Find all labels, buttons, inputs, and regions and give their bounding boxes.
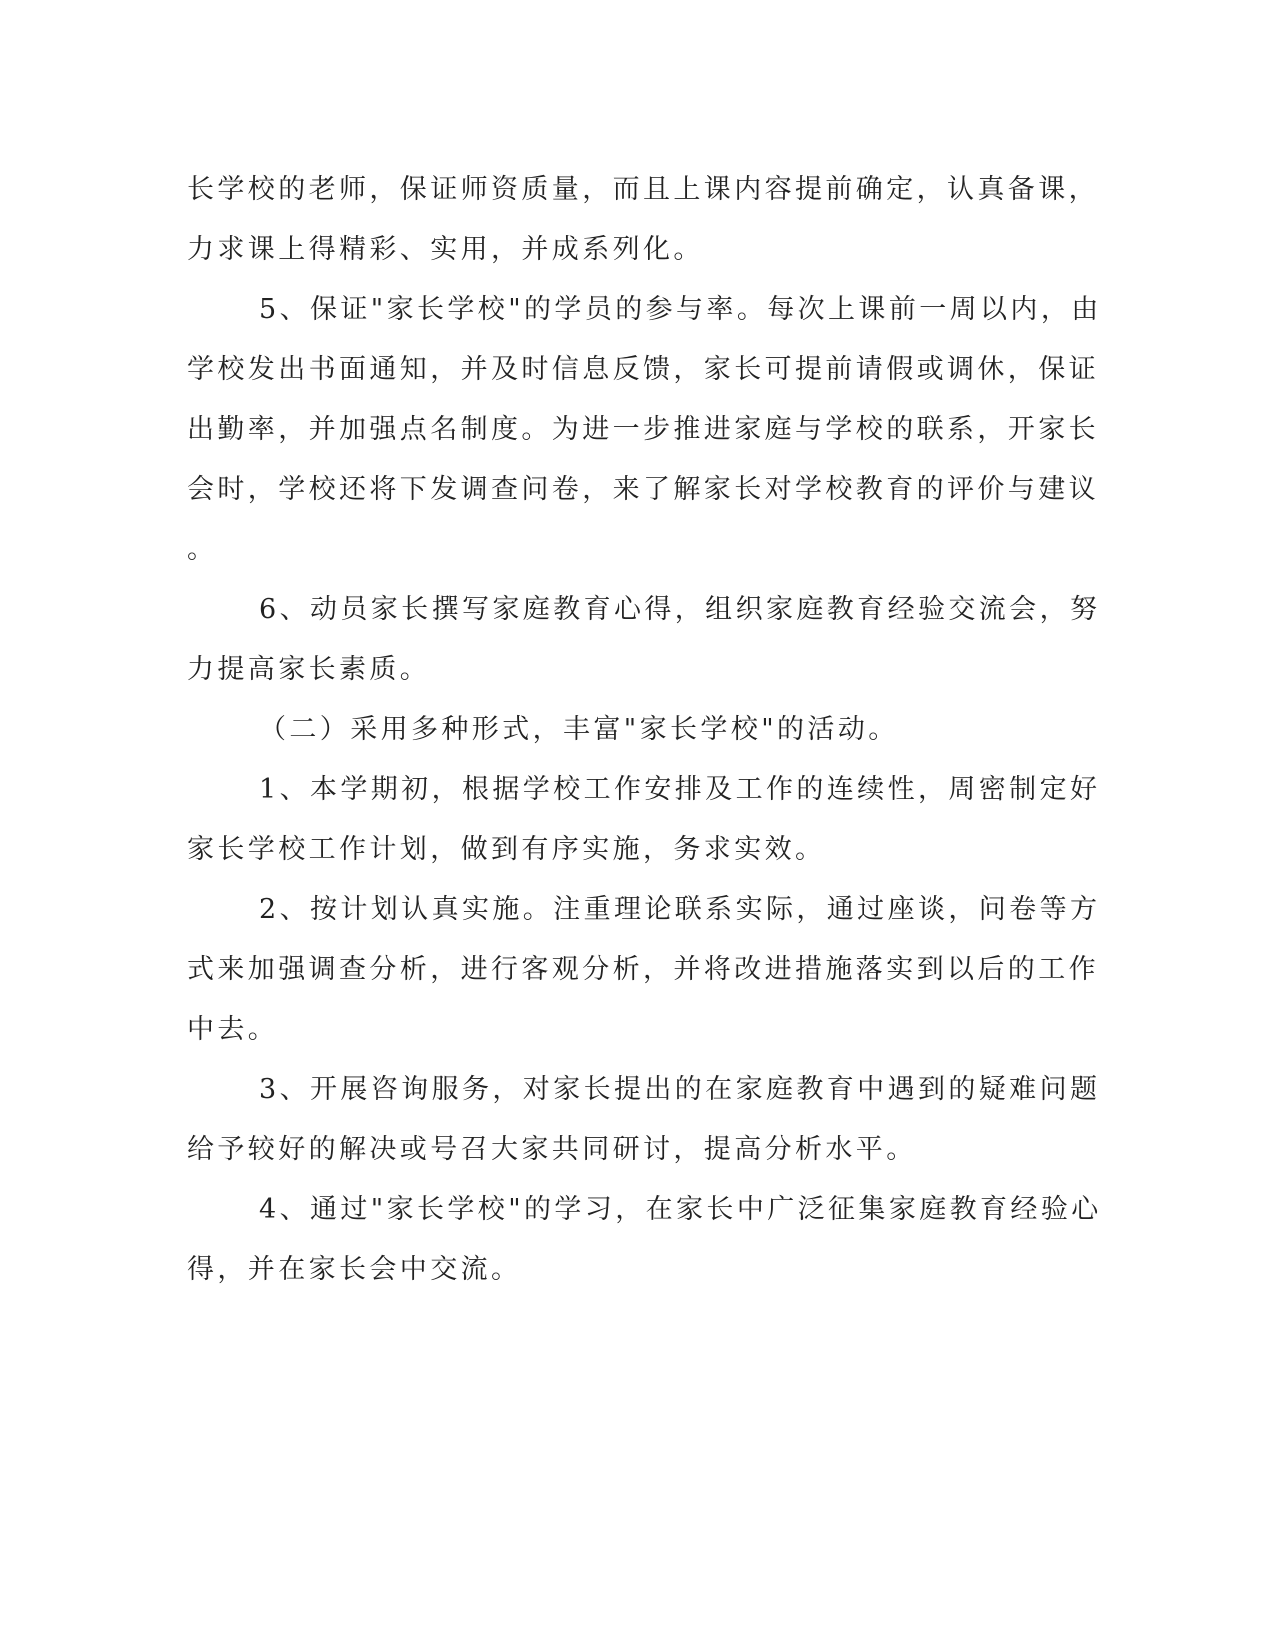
- text-line: 1、本学期初，根据学校工作安排及工作的连续性，周密制定好: [259, 774, 1101, 805]
- text-line: 出勤率，并加强点名制度。为进一步推进家庭与学校的联系，开家长: [187, 414, 1099, 445]
- text-line: 6、动员家长撰写家庭教育心得，组织家庭教育经验交流会，努: [259, 594, 1101, 625]
- text-line: 3、开展咨询服务，对家长提出的在家庭教育中遇到的疑难问题: [259, 1074, 1101, 1105]
- text-line: 。: [187, 534, 218, 565]
- text-line: 长学校的老师，保证师资质量，而且上课内容提前确定，认真备课，: [187, 174, 1099, 205]
- text-line: 5、保证"家长学校"的学员的参与率。每次上课前一周以内，由: [259, 294, 1102, 325]
- text-line: 4、通过"家长学校"的学习，在家长中广泛征集家庭教育经验心: [259, 1194, 1102, 1225]
- text-line: 式来加强调查分析，进行客观分析，并将改进措施落实到以后的工作: [187, 954, 1099, 985]
- text-line: 学校发出书面通知，并及时信息反馈，家长可提前请假或调休，保证: [187, 354, 1099, 385]
- text-line: 力提高家长素质。: [187, 654, 431, 685]
- text-line: 2、按计划认真实施。注重理论联系实际，通过座谈，问卷等方: [259, 894, 1101, 925]
- body-text: [187, 160, 1102, 1300]
- text-line: 力求课上得精彩、实用，并成系列化。: [187, 234, 704, 265]
- text-line: 给予较好的解决或号召大家共同研讨，提高分析水平。: [187, 1134, 917, 1165]
- section-heading: （二）采用多种形式，丰富"家长学校"的活动。: [259, 714, 899, 745]
- text-line: 中去。: [187, 1014, 279, 1045]
- text-line: 得，并在家长会中交流。: [187, 1254, 522, 1285]
- text-line: 会时，学校还将下发调查问卷，来了解家长对学校教育的评价与建议: [187, 474, 1099, 505]
- text-line: 家长学校工作计划，做到有序实施，务求实效。: [187, 834, 826, 865]
